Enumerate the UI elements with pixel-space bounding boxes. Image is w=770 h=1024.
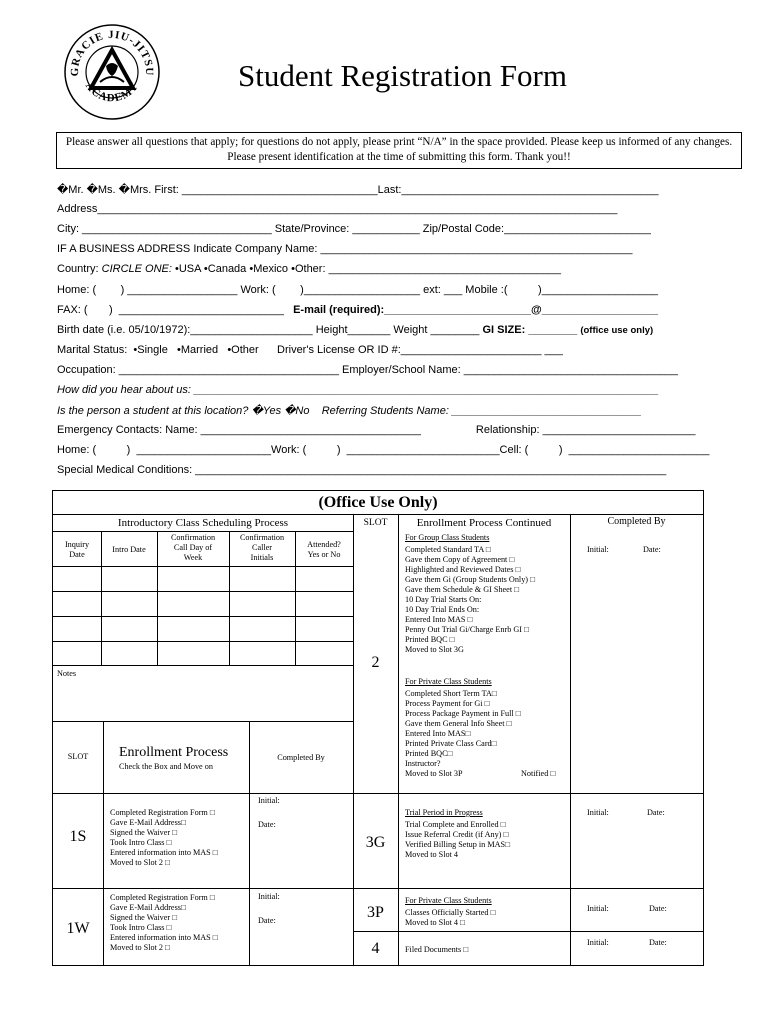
office-use-only-note: (office use only): [580, 325, 654, 336]
phone-field[interactable]: Home: ( ) __________________ Work: ( )___________________ ext: ___ Mobile :( )___________________: [57, 284, 658, 296]
private-class-title: For Private Class Students: [405, 677, 492, 686]
completed-by-header: Completed By: [607, 516, 666, 527]
academy-logo: [62, 20, 162, 120]
slot2-initial: Initial:: [587, 545, 609, 554]
enroll-slot-header: SLOT: [67, 752, 89, 761]
attended-col: Attended? Yes or No: [307, 540, 341, 559]
marital-field[interactable]: Marital Status: •Single •Married •Other Driver's License OR ID #:_______________________ ___: [57, 344, 563, 356]
enroll-process-sub: Check the Box and Move on: [119, 762, 213, 771]
slot-2-label: 2: [371, 654, 380, 671]
office-use-table: [52, 490, 704, 966]
confirm-caller-col: Confirmation Caller Initials: [239, 533, 285, 562]
slot-1w-items: Completed Registration Form □ Gave E-Mail Address□ Signed the Waiver □ Took Intro Class □ Entered information into MAS □ Moved to Slot 2 □: [110, 893, 218, 952]
address-field[interactable]: Address_____________________________________________________________________________________: [57, 203, 618, 215]
slot-1s-date: Date:: [258, 820, 276, 829]
country-circle-one: CIRCLE ONE:: [101, 263, 172, 275]
slot-1w-label: 1W: [66, 920, 90, 937]
private-class-items: Completed Short Term TA□ Process Payment for Gi □ Process Package Payment in Full □ Gave them General Info Sheet □ Entered Into MAS□ Printed Private Class Card□ Printed BQC□ Instructor? Moved to Slot 3P: [405, 689, 521, 778]
slot-3p-initial: Initial:: [587, 904, 609, 913]
emergency-field[interactable]: Emergency Contacts: Name: ____________________________________ Relationship: _________________________: [57, 424, 696, 436]
slot2-date: Date:: [643, 545, 661, 554]
slot-4-item: Filed Documents □: [405, 945, 469, 954]
group-class-title: For Group Class Students: [405, 533, 490, 542]
slot-3p-items: Classes Officially Started □ Moved to Slot 4 □: [405, 908, 496, 927]
slot-1w-date: Date:: [258, 916, 276, 925]
confirm-call-col: Confirmation Call Day of Week: [170, 533, 216, 562]
slot-1w-initial: Initial:: [258, 892, 280, 901]
occupation-field[interactable]: Occupation: ____________________________________ Employer/School Name: ___________________________________: [57, 364, 678, 376]
intro-scheduling-header: Introductory Class Scheduling Process: [117, 517, 289, 529]
country-field[interactable]: [57, 263, 561, 275]
country-label: Country:: [57, 263, 102, 275]
group-class-items: Completed Standard TA □ Gave them Copy of Agreement □ Highlighted and Reviewed Dates □ Gave them Gi (Group Students Only) □ Gave them Schedule & GI Sheet □ 10 Day Trial Starts On: 10 Day Trial Ends On: Entered Into MAS □ Penny Out Trial Gi/Charge Enrb GI □ Printed BQC □ Moved to Slot 3G: [405, 545, 536, 654]
intro-date-col: Intro Date: [112, 545, 146, 554]
notified-checkbox: Notified □: [521, 769, 556, 778]
form-title: Student Registration Form: [238, 58, 567, 93]
fax-email-field[interactable]: [57, 304, 658, 316]
slot-1s-items: Completed Registration Form □ Gave E-Mail Address□ Signed the Waiver □ Took Intro Class □ Entered information into MAS □ Moved to Slot 2 □: [110, 808, 218, 867]
slot-3g-items: Trial Complete and Enrolled □ Issue Referral Credit (if Any) □ Verified Billing Setup in MAS□ Moved to Slot 4: [405, 820, 511, 859]
instructions-notice: Please answer all questions that apply; for questions do not apply, please print “N/A” in the space provided. Please keep us informed of any changes. Please present identification at the time of submitting this form. Thank you!!: [56, 132, 742, 169]
slot-3g-initial: Initial:: [587, 808, 609, 817]
enroll-continued-header: Enrollment Process Continued: [416, 517, 552, 529]
medical-field[interactable]: Special Medical Conditions: _____________________________________________________________________________: [57, 464, 667, 476]
birth-field[interactable]: [57, 324, 653, 336]
slot-1s-label: 1S: [69, 828, 87, 845]
slot-1s-initial: Initial:: [258, 796, 280, 805]
slot-3g-title: Trial Period in Progress: [405, 808, 483, 817]
email-label: E-mail (required):________________________@___________________: [293, 304, 658, 316]
slot-3g-label: 3G: [365, 834, 386, 851]
hear-about-field[interactable]: How did you hear about us: ____________________________________________________________________________: [57, 384, 659, 396]
name-field[interactable]: �Mr. �Ms. �Mrs. First: ________________________________Last:__________________________________________: [57, 184, 659, 196]
logo-text-bottom: ACADEMY: [82, 80, 142, 105]
slot-3p-label: 3P: [367, 904, 384, 921]
enroll-completed-by: Completed By: [277, 753, 325, 762]
fax-label: FAX: ( ) ___________________________: [57, 304, 294, 316]
slot-4-date: Date:: [649, 938, 667, 947]
gi-size-label: GI SIZE: ________: [482, 324, 581, 336]
slot-3g-date: Date:: [647, 808, 665, 817]
slot-4-label: 4: [371, 940, 380, 957]
city-field[interactable]: City: _______________________________ State/Province: ___________ Zip/Postal Code:________________________: [57, 223, 651, 235]
office-title: (Office Use Only): [318, 494, 438, 511]
emergency-phone-field[interactable]: Home: ( ) ______________________Work: ( ) _________________________Cell: ( ) _______________________: [57, 444, 710, 456]
slot-4-initial: Initial:: [587, 938, 609, 947]
logo-text-top: GRACIE JIU-JITSU: [68, 28, 156, 77]
enroll-process-title: Enrollment Process: [119, 745, 229, 760]
country-options: •USA •Canada •Mexico •Other: ______________________________________: [171, 263, 562, 275]
business-field[interactable]: IF A BUSINESS ADDRESS Indicate Company Name: ___________________________________________________: [57, 243, 633, 255]
slot-3p-title: For Private Class Students: [405, 896, 492, 905]
birth-label: Birth date (i.e. 05/10/1972):____________________ Height_______ Weight ________: [57, 324, 483, 336]
slot-header: SLOT: [363, 518, 388, 528]
inquiry-date-col: Inquiry Date: [64, 540, 90, 559]
student-question-field[interactable]: Is the person a student at this location? �Yes �No Referring Students Name: _______________________________: [57, 405, 642, 417]
svg-text:ACADEMY: [83, 80, 141, 104]
slot-3p-date: Date:: [649, 904, 667, 913]
notes-label: Notes: [57, 669, 77, 678]
